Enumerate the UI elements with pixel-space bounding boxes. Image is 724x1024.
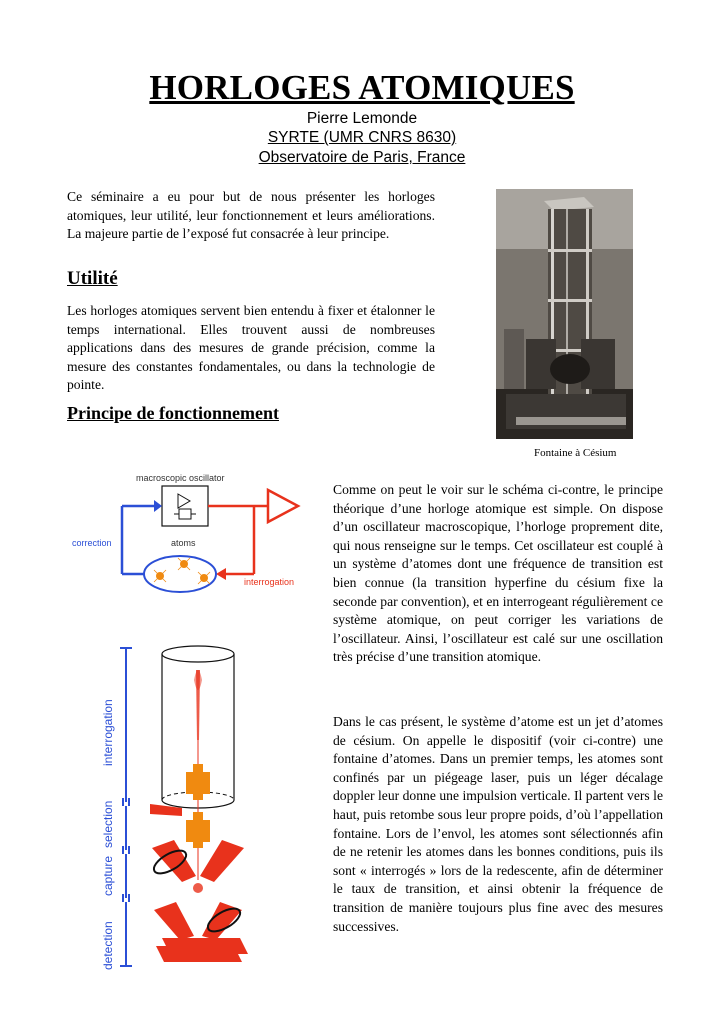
heading-utilite: Utilité	[67, 268, 118, 289]
atoms-label: atoms	[171, 538, 196, 548]
cylinder-top	[162, 646, 234, 662]
affiliation-observatory: Observatoire de Paris, France	[258, 149, 466, 166]
feedback-loop-diagram	[66, 464, 316, 614]
atomic-fountain-diagram	[96, 640, 316, 970]
heading-principe: Principe de fonctionnement	[67, 403, 279, 423]
principe-paragraph-1: Comme on peut le voir sur le schéma ci-contre, le principe théorique d’une horloge atomique est simple. On dispose d’un oscillateur macroscopique, l’horloge proprement dite, qui nous renseigne sur le temps. Cet oscillateur est couplé à un système d’atomes dont une fréquence de transition est bien connue (la transition hyperfine du césium fixe la seconde par convention), et en interrogeant régulièrement ce système atomique, on peut corriger les variations de l’oscillateur. Ainsi, l’oscillateur est calé sur une oscillation très précise d’une transition atomique.	[333, 482, 663, 665]
correction-label: correction	[72, 538, 112, 548]
page-title: HORLOGES ATOMIQUES	[149, 68, 575, 107]
cesium-fountain-photo	[496, 189, 633, 439]
interrogation-amplifier-icon	[268, 490, 298, 522]
intro-paragraph: Ce séminaire a eu pour but de nous présenter les horloges atomiques, leur utilité, leur fonctionnement et leurs améliorations. La majeure partie de l’exposé fut consacrée à leur principe.	[67, 189, 435, 242]
selection-laser	[150, 804, 182, 816]
stage-label-selection: selection	[101, 800, 115, 848]
oscillator-label: macroscopic oscillator	[136, 473, 225, 483]
stage-label-capture: capture	[101, 855, 115, 896]
oscillator-box	[162, 486, 208, 526]
atom-cloud	[193, 883, 203, 893]
photo-caption: Fontaine à Césium	[534, 447, 617, 459]
stage-label-detection: detection	[101, 921, 115, 970]
utilite-paragraph: Les horloges atomiques servent bien entendu à fixer et étalonner le temps international. Elles trouvent aussi de nombreuses applications dans des mesures de grande précision, comme la mesure des constantes fondamentales, ou dans la technologie de pointe.	[67, 303, 435, 393]
atoms-ellipse	[144, 556, 216, 592]
interrogation-label: interrogation	[244, 577, 295, 587]
author: Pierre Lemonde	[306, 110, 418, 127]
detection-laser-left	[154, 902, 194, 940]
affiliation-lab: SYRTE (UMR CNRS 8630)	[267, 129, 457, 146]
principe-paragraph-2: Dans le cas présent, le système d’atome est un jet d’atomes de césium. On appelle le dispositif (voir ci-contre) une fontaine d’atomes. Dans un premier temps, les atomes sont confinés par un piégeage laser, puis un léger décalage doppler leur donne une impulsion verticale. Il partent vers le haut, puis retombe sous leur propre poids, d’où l’appellation fontaine. Lors de l’envol, les atomes sont sélectionnés afin de ne retenir les atomes dans les bonnes conditions, puis ils sont « interrogés » lors de la redescente, afin de déterminer le taux de transition, et ainsi obtenir la fréquence de transition de manière toujours plus fine avec des mesures successives.	[333, 714, 663, 934]
stage-label-interrogation: interrogation	[101, 699, 115, 766]
capture-laser-right	[200, 840, 244, 882]
